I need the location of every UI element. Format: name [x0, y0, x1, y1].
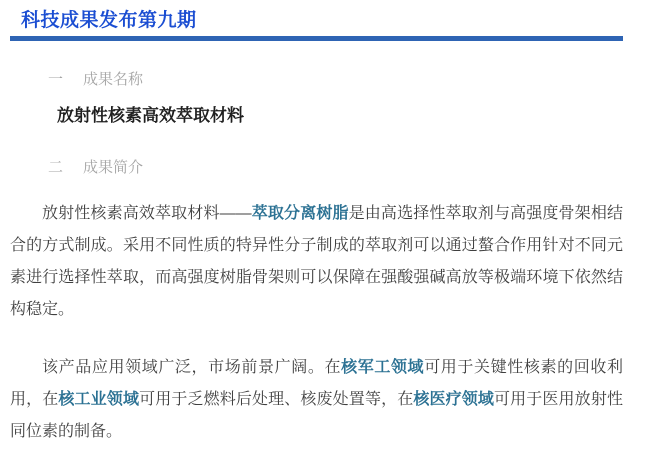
paragraph-text: 可用于关键性核素的回收利用，在 — [10, 359, 623, 408]
section-number: 一 — [48, 71, 64, 88]
highlighted-term: 核工业领域 — [58, 391, 140, 408]
document-page — [0, 10, 645, 457]
paragraph-text: 该产品应用领域广泛，市场前景广阔。在 — [42, 359, 342, 376]
section-header-1 — [48, 71, 645, 89]
intro-paragraph-2 — [10, 352, 623, 448]
section-number: 二 — [48, 159, 64, 176]
paragraph-text: 是由高选择性萃取剂与高强度骨架相结合的方式制成。采用不同性质的特异性分子制成的萃取剂可以通过螯合作用针对不同元素进行选择性萃取，而高强度树脂骨架则可以保障在强酸强碱高放等极端环境下依然结构稳定。 — [10, 205, 623, 318]
highlighted-term: 核医疗领域 — [413, 391, 495, 408]
paragraph-text: 可用于乏燃料后处理、核废处置等，在 — [139, 391, 414, 408]
section-heading: 成果名称 — [83, 71, 144, 88]
achievement-name: 放射性核素高效萃取材料 — [57, 106, 244, 125]
section-header-2 — [48, 159, 645, 177]
highlighted-term: 核军工领域 — [341, 359, 425, 376]
paragraph-text: 可用于医用放射性同位素的制备。 — [10, 391, 623, 440]
page-title: 科技成果发布第九期 — [21, 10, 197, 31]
section-heading: 成果简介 — [83, 159, 144, 176]
paragraph-text: 放射性核素高效萃取材料—— — [42, 205, 252, 222]
intro-paragraph-1 — [10, 198, 623, 326]
highlighted-term: 萃取分离树脂 — [251, 205, 349, 222]
title-divider-line — [10, 36, 623, 41]
